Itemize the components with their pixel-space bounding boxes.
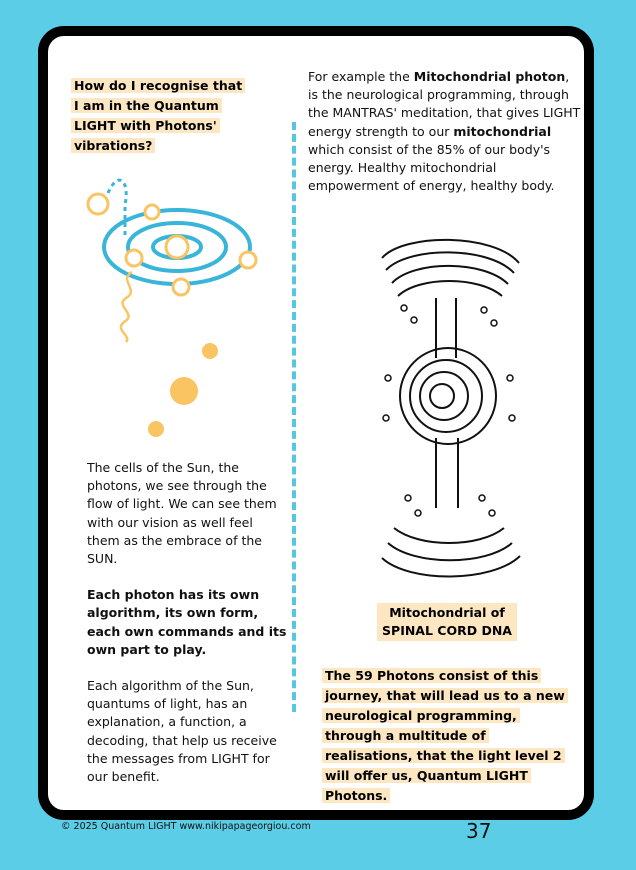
spine-stalk (436, 438, 458, 508)
photon-circle (240, 252, 256, 268)
photon-orbit-illustration (70, 160, 280, 450)
loop-mark (481, 307, 487, 313)
summary-text: The 59 Photons consist of this journey, that will lead us to a new neurological programming, through a multitude of realisations, that the light level 2 will offer us, Quantum LIGHT Photons. (322, 668, 568, 803)
column-divider (292, 122, 296, 712)
spiral-ring (430, 384, 454, 408)
loop-mark (405, 495, 411, 501)
loop-mark (383, 415, 389, 421)
paragraph-sun-algorithm: Each algorithm of the Sun, quantums of light, has an explanation, a function, a decoding, that help us receive the messages from LIGHT for our benefit. (87, 678, 277, 785)
spinal-cord-dna-drawing (374, 228, 524, 598)
wing-curve (398, 281, 502, 296)
wavy-light-ray (121, 272, 132, 342)
loop-mark (411, 317, 417, 323)
loop-mark (509, 415, 515, 421)
question-heading (71, 75, 251, 155)
loop-mark (507, 375, 513, 381)
photon-center (166, 236, 188, 258)
caption-box (377, 603, 517, 641)
para-bold-term: Mitochondrial photon (413, 69, 566, 84)
loop-mark (401, 305, 407, 311)
sun-photons-text (87, 459, 287, 804)
photon-circle (173, 279, 189, 295)
dna-caption (377, 603, 517, 641)
wing-curve (394, 528, 504, 543)
caption-line-2: SPINAL CORD DNA (382, 623, 512, 638)
caption-line-1: Mitochondrial of (389, 605, 505, 620)
loop-mark (385, 375, 391, 381)
photons-summary (322, 665, 572, 805)
wing-curve (386, 252, 514, 273)
para-text: For example the (308, 69, 414, 84)
wing-curve (388, 543, 512, 560)
wing-curve (382, 556, 520, 577)
para-text: which consist of the 85% of our body's energy. Healthy mitochondrial empowerment of energy, healthy body. (308, 141, 555, 194)
loop-mark (479, 495, 485, 501)
photon-dot (202, 343, 218, 359)
page-number: 37 (466, 819, 492, 843)
photon-dot (148, 421, 164, 437)
photon-circle (145, 205, 159, 219)
mitochondrial-paragraph (308, 68, 583, 195)
paragraph-photon-algorithm: Each photon has its own algorithm, its own form, each own commands and its own part to play. (87, 587, 287, 657)
paragraph-cells-of-sun: The cells of the Sun, the photons, we see through the flow of light. We can see them with our vision as well feel them as the embrace of the SUN. (87, 460, 277, 567)
photon-circle (88, 194, 108, 214)
photon-circle (126, 250, 142, 266)
loop-mark (415, 510, 421, 516)
photon-dot (170, 377, 198, 405)
spiral-ring (420, 372, 468, 420)
footer-copyright: © 2025 Quantum LIGHT www.nikipapageorgiou.com (61, 821, 311, 832)
question-text: How do I recognise that I am in the Quantum LIGHT with Photons' vibrations? (71, 78, 245, 153)
loop-mark (489, 510, 495, 516)
loop-mark (491, 320, 497, 326)
para-bold-term: mitochondrial (453, 123, 552, 139)
para-text: , is the neurological programming, through the MANTRAS' meditation, that gives LIGHT energy strength to our (308, 69, 581, 139)
